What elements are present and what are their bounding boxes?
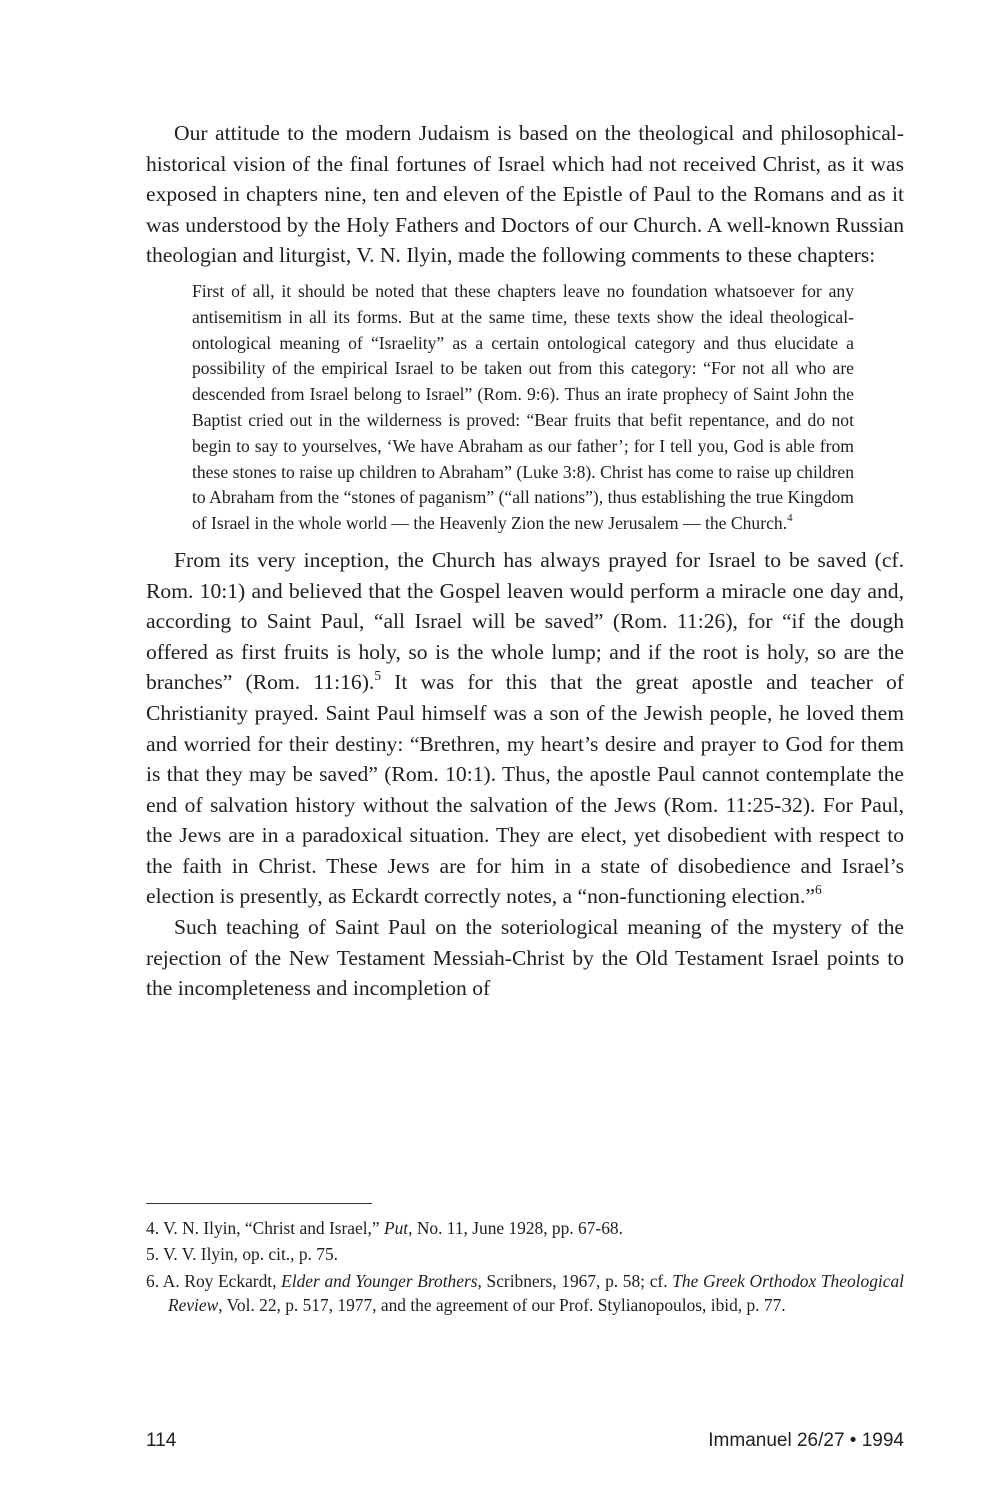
footnote-5 xyxy=(146,1242,904,1266)
footnote-6-text: A. Roy Eckardt, xyxy=(162,1270,282,1291)
journal-citation: Immanuel 26/27 • 1994 xyxy=(708,1430,904,1451)
paragraph-1 xyxy=(146,118,904,271)
paragraph-2 xyxy=(146,545,904,912)
block-quote xyxy=(192,279,854,537)
footnote-5-text: V. V. Ilyin, op. cit., p. 75. xyxy=(163,1244,338,1265)
footnote-divider xyxy=(146,1203,372,1204)
footnote-4 xyxy=(146,1216,904,1240)
paragraph-2-text-b: It was for this that the great apostle and teacher of Christianity prayed. Saint Paul himself was a son of the Jewish people, he loved them and worried for their destiny: “Brethren, my heart’s desire and prayer to God for them is that they may be saved” (Rom. 10:1). Thus, the apostle Paul cannot contemplate the end of salvation history without the salvation of the Jews (Rom. 11:25-32). For Paul, the Jews are in a paradoxical situation. They are elect, yet disobedient with respect to the faith in Christ. These Jews are for him in a state of disobedience and Israel’s election is presently, as Eckardt correctly notes, a “non-functioning election.” xyxy=(146,670,905,909)
footnote-6-text-end: , Vol. 22, p. 517, 1977, and the agreement of our Prof. Stylianopoulos, ibid, p. 77. xyxy=(218,1295,786,1316)
footnote-6-text-mid: , Scribners, 1967, p. 58; cf. xyxy=(477,1270,673,1291)
footnote-ref-5[interactable]: 5 xyxy=(374,667,381,683)
block-quote-text: First of all, it should be noted that these chapters leave no foundation whatsoever for any antisemitism in all its forms. But at the same time, these texts show the ideal theological-ontological meaning of “Israelity” as a certain ontological category and thus elucidate a possibility of the empirical Israel to be taken out from this category: “For not all who are descended from Israel belong to Israel” (Rom. 9:6). Thus an irate prophecy of Saint John the Baptist cried out in the wilderness is proved: “Bear fruits that befit repentance, and do not begin to say to yourselves, ‘We have Abraham as our father’; for I tell you, God is able from these stones to raise up children to Abraham” (Luke 3:8). Christ has come to raise up children to Abraham from the “stones of paganism” (“all nations”), thus establishing the true Kingdom of Israel in the whole world — the Heavenly Zion the new Jerusalem — the Church. xyxy=(192,280,854,534)
footnote-6-title-2: The Greek Orthodox Theological Review xyxy=(168,1270,904,1316)
footnote-4-number: 4. xyxy=(146,1218,160,1238)
footnote-ref-6[interactable]: 6 xyxy=(814,881,822,897)
footnote-4-text: V. N. Ilyin, “Christ and Israel,” xyxy=(163,1218,384,1238)
footnotes xyxy=(146,1216,904,1320)
footnote-ref-4[interactable]: 4 xyxy=(787,512,793,525)
footnote-4-title: Put xyxy=(383,1218,409,1238)
page-number: 114 xyxy=(146,1430,177,1451)
footnote-6-title-1: Elder and Younger Brothers xyxy=(281,1270,478,1291)
paragraph-2-text-a: From its very inception, the Church has always prayed for Israel to be saved (cf. Rom. 10:1) and believed that the Gospel leaven would perform a miracle one day and, according to Saint Paul, “all Israel will be saved” (Rom. 11:26), for “if the dough offered as first fruits is holy, so is the whole lump; and if the root is holy, so are the branches” (Rom. 11:16). xyxy=(146,547,904,695)
paragraph-3 xyxy=(146,912,904,1004)
body-text xyxy=(146,118,904,1004)
paragraph-1-text: Our attitude to the modern Judaism is based on the theological and philosophical-historical vision of the final fortunes of Israel which had not received Christ, as it was exposed in chapters nine, ten and eleven of the Epistle of Paul to the Romans and as it was understood by the Holy Fathers and Doctors of our Church. A well-known Russian theologian and liturgist, V. N. Ilyin, made the following comments to these chapters: xyxy=(146,121,904,268)
footnote-5-number: 5. xyxy=(146,1244,160,1265)
footnote-6-number: 6. xyxy=(146,1270,160,1291)
footnote-6 xyxy=(146,1269,904,1318)
paragraph-3-text: Such teaching of Saint Paul on the soteriological meaning of the mystery of the rejection of the New Testament Messiah-Christ by the Old Testament Israel points to the incompleteness and incompletion of xyxy=(146,915,904,1001)
footnote-4-text-end: , No. 11, June 1928, pp. 67-68. xyxy=(408,1218,623,1238)
